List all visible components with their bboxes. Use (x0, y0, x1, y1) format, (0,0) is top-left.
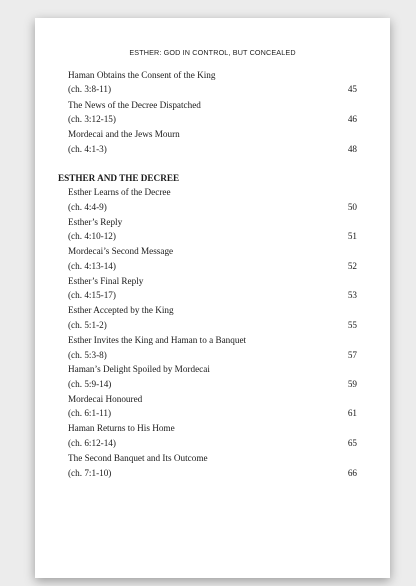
toc-entry-title (68, 392, 357, 406)
toc-entry-title-text: The News of the Decree Dispatched (68, 100, 201, 110)
toc-entry-title-text: Esther’s Reply (68, 217, 123, 227)
toc-page-number: 50 (347, 202, 357, 212)
toc-page-number: 53 (347, 290, 357, 300)
toc-entry-ref-text: (ch. 6:12-14) (68, 438, 116, 448)
toc-entry-ref-text: (ch. 3:12-15) (68, 114, 116, 124)
toc-entry-ref (68, 318, 357, 332)
toc-entry-title-text: The Second Banquet and Its Outcome (68, 453, 208, 463)
toc-page-number: 45 (347, 84, 357, 94)
toc-page-number: 52 (347, 261, 357, 271)
toc-entry-ref (68, 82, 357, 96)
toc-entry-ref-text: (ch. 4:15-17) (68, 290, 116, 300)
toc-entry-ref (68, 377, 357, 391)
toc-entry-title-text: Esther Learns of the Decree (68, 187, 171, 197)
toc-entry-ref-text: (ch. 5:9-14) (68, 379, 112, 389)
toc-entry-title-text: Esther Invites the King and Haman to a Banquet (68, 335, 247, 345)
toc-page-number: 61 (347, 408, 357, 418)
toc-entry-title (68, 274, 357, 288)
book-page (35, 18, 390, 578)
toc-entry-ref-text: (ch. 6:1-11) (68, 408, 112, 418)
toc-entry-title (68, 215, 357, 229)
toc-entry-title-text: Haman Obtains the Consent of the King (68, 70, 216, 80)
toc-entry-title (68, 127, 357, 141)
toc-entry-ref (68, 259, 357, 273)
toc-entry-title-text: Esther’s Final Reply (68, 276, 144, 286)
toc-entry-title (68, 68, 357, 82)
toc-entry-ref (68, 466, 357, 480)
toc-entry-ref-text: (ch. 4:4-9) (68, 202, 107, 212)
toc-entry-title (68, 333, 357, 347)
toc-entry-ref (68, 348, 357, 362)
toc-entry-title (68, 303, 357, 317)
toc-entry-ref (68, 142, 357, 156)
toc-page-number: 55 (347, 320, 357, 330)
toc-entry-ref-text: (ch. 4:10-12) (68, 231, 116, 241)
toc-entry-ref (68, 229, 357, 243)
toc-entry-title-text: Mordecai Honoured (68, 394, 143, 404)
toc-entry-title-text: Haman’s Delight Spoiled by Mordecai (68, 364, 210, 374)
toc-page-number: 51 (347, 231, 357, 241)
toc-entry-ref-text: (ch. 3:8-11) (68, 84, 112, 94)
toc-page-number: 46 (347, 114, 357, 124)
toc-entry-title-text: Mordecai and the Jews Mourn (68, 129, 180, 139)
toc-entry-title (68, 362, 357, 376)
toc-entry-title (68, 185, 357, 199)
running-head: ESTHER: GOD IN CONTROL, BUT CONCEALED (129, 48, 296, 57)
toc-page-number: 65 (347, 438, 357, 448)
toc-entry-title (68, 244, 357, 258)
toc-entry-title-text: Esther Accepted by the King (68, 305, 174, 315)
toc-entry-title-text: Haman Returns to His Home (68, 423, 175, 433)
toc-entry-ref (68, 288, 357, 302)
toc-page-number: 57 (347, 350, 357, 360)
toc-entry-ref-text: (ch. 5:1-2) (68, 320, 107, 330)
toc-entry-ref-text: (ch. 5:3-8) (68, 350, 107, 360)
toc-page-number: 48 (347, 144, 357, 154)
toc-page-number: 66 (347, 468, 357, 478)
toc-entry-ref-text: (ch. 4:1-3) (68, 144, 107, 154)
toc-entry-title (68, 421, 357, 435)
toc-entry-ref-text: (ch. 7:1-10) (68, 468, 112, 478)
toc-entry-ref (68, 112, 357, 126)
toc-page-number: 59 (347, 379, 357, 389)
toc-entry-title-text: Mordecai’s Second Message (68, 246, 174, 256)
section-heading: ESTHER AND THE DECREE (58, 173, 180, 183)
toc-entry-ref (68, 406, 357, 420)
toc-entry-ref (68, 436, 357, 450)
toc-entry-ref-text: (ch. 4:13-14) (68, 261, 116, 271)
toc-entry-ref (68, 200, 357, 214)
toc-entry-title (68, 451, 357, 465)
toc-entry-title (68, 98, 357, 112)
